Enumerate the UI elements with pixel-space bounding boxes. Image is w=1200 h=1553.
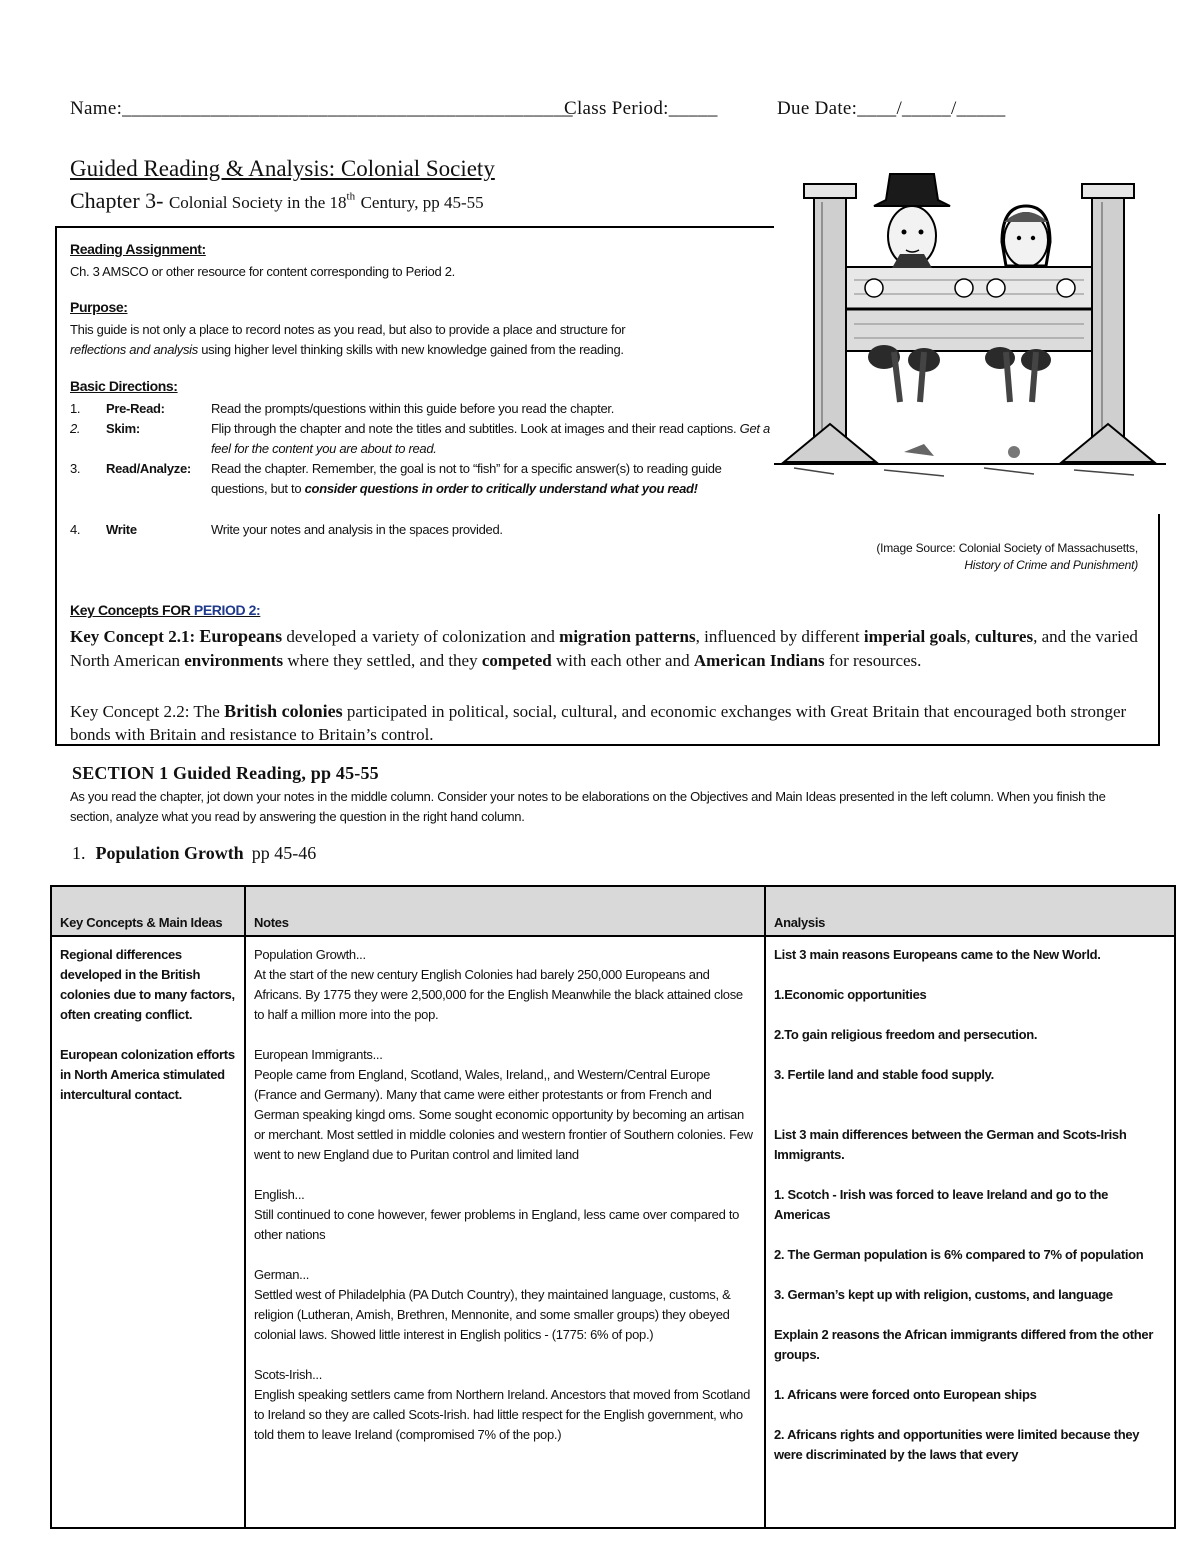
name-field[interactable]: Name:______________________________________________	[70, 98, 573, 119]
note-entry: English... Still continued to cone however, fewer problems in England, less came over compared to other nations	[254, 1187, 740, 1242]
table-row	[51, 936, 1175, 1528]
key-concepts-cell	[51, 936, 245, 1528]
guide-title: Guided Reading & Analysis: Colonial Society	[70, 156, 495, 181]
analysis-answer: 2.To gain religious freedom and persecution.	[774, 1027, 1038, 1042]
main-idea: Regional differences developed in the British colonies due to many factors, often creating conflict.	[60, 947, 235, 1022]
table-header-row	[51, 886, 1175, 936]
note-entry: European Immigrants... People came from England, Scotland, Wales, Ireland,, and Western/Central Europe (France and Germany). Many that came were either protestants or from French and German speaking kingd oms. Some sought economic opportunity by becoming an artisan or merchant. Most settled in middle colonies and western frontier of Southern colonies. Few went to new England due to Puritan control and limited land	[254, 1047, 753, 1162]
analysis-answer: 1. Scotch - Irish was forced to leave Ireland and go to the Americas	[774, 1187, 1109, 1222]
section-1-instructions: As you read the chapter, jot down your notes in the middle column. Consider your notes to be elaborations on the Objectives and Main Ideas presented in the left column. When you finish the section, analyze what you read by answering the question in the right hand column.	[70, 789, 1106, 824]
analysis-answer: 3. Fertile land and stable food supply.	[774, 1067, 994, 1082]
main-idea: European colonization efforts in North America stimulated intercultural contact.	[60, 1047, 235, 1102]
class-period-field[interactable]: Class Period:_____	[564, 98, 718, 119]
analysis-answer: 2. Africans rights and opportunities were limited because they were discriminated by the laws that every	[774, 1427, 1140, 1462]
intro-box-border	[1158, 514, 1160, 746]
stocks-illustration	[774, 162, 1166, 492]
analysis-cell[interactable]	[765, 936, 1175, 1528]
analysis-answer: 2. The German population is 6% compared to 7% of population	[774, 1247, 1144, 1262]
key-concepts-heading: Key Concepts FOR PERIOD 2:	[70, 602, 261, 618]
analysis-answer: 3. German’s kept up with religion, customs, and language	[774, 1287, 1113, 1302]
analysis-question: List 3 main reasons Europeans came to the New World.	[774, 947, 1101, 962]
column-header-analysis: Analysis	[765, 886, 1175, 936]
analysis-question: Explain 2 reasons the African immigrants differed from the other groups.	[774, 1327, 1154, 1362]
column-header-notes: Notes	[245, 886, 765, 936]
due-date-field[interactable]: Due Date:____/_____/_____	[777, 98, 1006, 119]
analysis-answer: 1. Africans were forced onto European ships	[774, 1387, 1037, 1402]
analysis-question: List 3 main differences between the German and Scots-Irish Immigrants.	[774, 1127, 1127, 1162]
key-concept-2-1: Key Concept 2.1: Europeans developed a variety of colonization and migration patterns, influenced by different imperial goals, cultures, and the varied North American environments where they settled, and they competed with each other and American Indians for resources.	[70, 626, 1138, 670]
purpose-text: This guide is not only a place to record notes as you read, but also to provide a place and structure for reflections and analysis using higher level thinking skills with new knowledge gained from the reading.	[70, 322, 626, 357]
purpose-heading: Purpose:	[70, 299, 128, 315]
reading-assignment-text: Ch. 3 AMSCO or other resource for content corresponding to Period 2.	[70, 264, 455, 279]
note-entry: Population Growth... At the start of the new century English Colonies had barely 250,000 Europeans and Africans. By 1775 they were 2,500,000 for the English Meanwhile the black attained close to half a million more into the pop.	[254, 947, 743, 1022]
topic-heading: 1. Population Growth pp 45-46	[72, 843, 317, 863]
basic-directions-heading: Basic Directions:	[70, 378, 178, 394]
reading-assignment-heading: Reading Assignment:	[70, 241, 206, 257]
key-concept-2-2: Key Concept 2.2: The British colonies participated in political, social, cultural, and economic exchanges with Great Britain that encouraged both stronger bonds with Britain and resistance to Britain’s control.	[70, 701, 1127, 744]
notes-table	[50, 885, 1176, 1529]
note-entry: Scots-Irish... English speaking settlers came from Northern Ireland. Ancestors that moved from Scotland to Ireland so they are called Scots-Irish. had little respect for the English government, who told them to leave Ireland (compromised 7% of the pop.)	[254, 1367, 751, 1442]
section-1-heading: SECTION 1 Guided Reading, pp 45-55	[72, 763, 379, 783]
column-header-key-concepts: Key Concepts & Main Ideas	[51, 886, 245, 936]
analysis-answer: 1.Economic opportunities	[774, 987, 927, 1002]
chapter-heading: Chapter 3- Colonial Society in the 18th Century, pp 45-55	[70, 188, 484, 213]
notes-cell[interactable]	[245, 936, 765, 1528]
image-source-caption: (Image Source: Colonial Society of Massachusetts, History of Crime and Punishment)	[876, 541, 1138, 572]
note-entry: German... Settled west of Philadelphia (PA Dutch Country), they maintained language, customs, & religion (Lutheran, Amish, Brethren, Mennonite, and some smaller groups) they obeyed colonial laws. Showed little interest in English politics - (1775: 6% of pop.)	[254, 1267, 731, 1342]
